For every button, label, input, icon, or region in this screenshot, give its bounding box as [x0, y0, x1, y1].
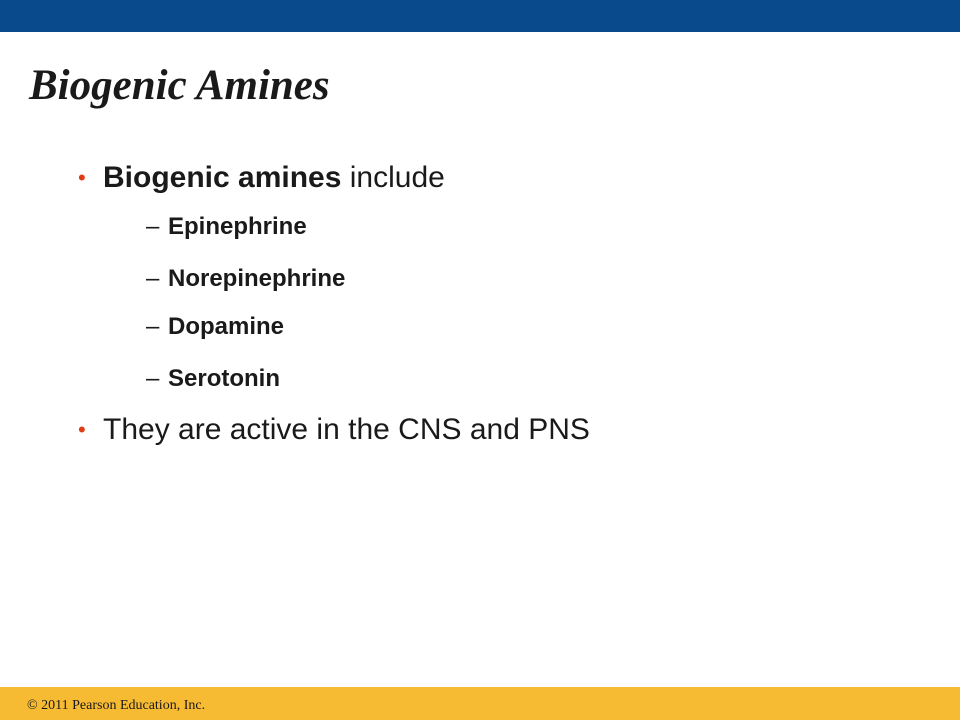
copyright-footer: © 2011 Pearson Education, Inc. [27, 698, 206, 713]
sub-bullet-text: Norepinephrine [168, 265, 346, 292]
dash-marker: – [146, 365, 160, 392]
dash-marker: – [146, 265, 160, 292]
bullet-bold-term: Biogenic amines [103, 161, 342, 194]
bullet-marker: • [78, 417, 86, 442]
slide-title: Biogenic Amines [29, 62, 330, 109]
bullet-rest-text: include [341, 161, 445, 194]
sub-bullet-text: Epinephrine [168, 213, 307, 240]
dash-marker: – [146, 313, 160, 340]
bullet-text: They are active in the CNS and PNS [103, 413, 590, 446]
bullet-text [103, 158, 445, 198]
sub-bullet-text: Dopamine [168, 313, 285, 340]
sub-bullet-text: Serotonin [168, 365, 280, 392]
dash-marker: – [146, 213, 160, 240]
bullet-marker: • [78, 165, 86, 190]
